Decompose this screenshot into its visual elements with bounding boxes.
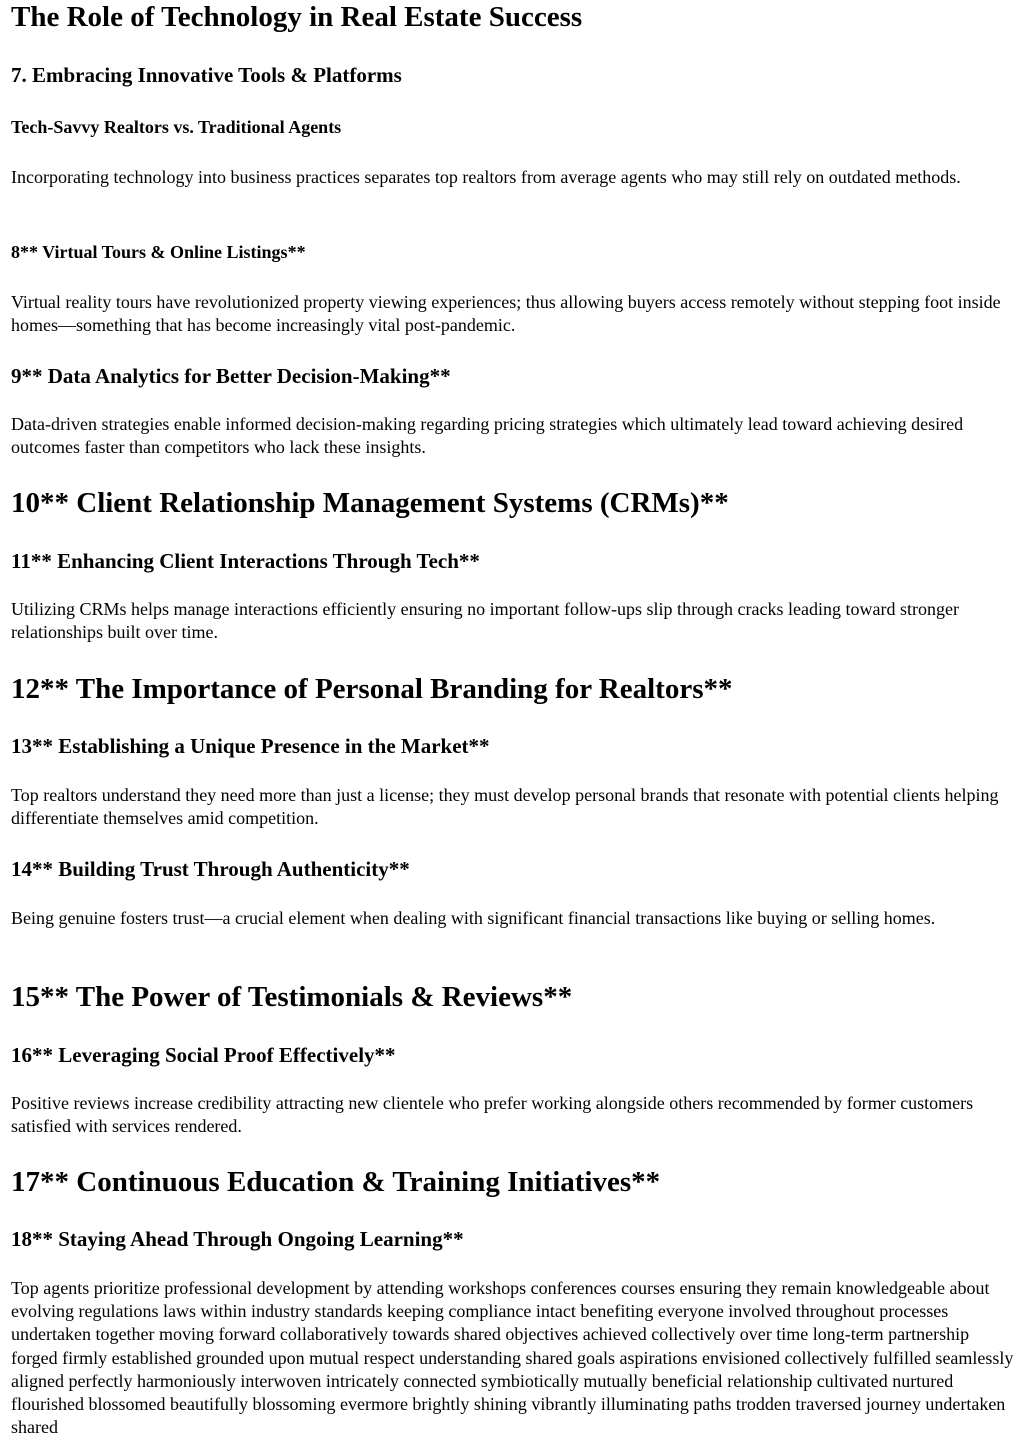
paragraph: Top agents prioritize professional development by attending workshops conferences courses ensuring they remain knowledgeable about evolving regulations laws within industry standards keeping compliance intact benefiting everyone involved throughout processes undertaken together moving forward collaboratively towards shared objectives achieved collectively over time long-term partnership forged firmly established grounded upon mutual respect understanding shared goals aspirations envisioned collectively fulfilled seamlessly aligned perfectly harmoniously interwoven intricately connected symbiotically mutually beneficial relationship cultivated nurtured flourished blossomed beautifully blossoming evermore brightly shining vibrantly illuminating paths trodden traversed journey undertaken shared [11,1278,1014,1438]
paragraph: Top realtors understand they need more than just a license; they must develop personal brands that resonate with potential clients helping differentiate themselves amid competition. [11,785,999,829]
section-title: 15** The Power of Testimonials & Reviews** [11,981,573,1013]
paragraph: Incorporating technology into business practices separates top realtors from average agents who may still rely on outdated methods. [11,167,961,187]
section-title: 10** Client Relationship Management Systems (CRMs)** [11,487,729,519]
section-heading: 9** Data Analytics for Better Decision-Making** [11,364,451,388]
section-title: 12** The Importance of Personal Branding for Realtors** [11,673,733,705]
section-title: 17** Continuous Education & Training Initiatives** [11,1166,661,1198]
paragraph: Positive reviews increase credibility attracting new clientele who prefer working alongside others recommended by former customers satisfied with services rendered. [11,1093,974,1137]
paragraph: Being genuine fosters trust—a crucial element when dealing with significant financial transactions like buying or selling homes. [11,908,936,928]
section-heading: 13** Establishing a Unique Presence in the Market** [11,734,490,758]
section-heading: 16** Leveraging Social Proof Effectively** [11,1043,396,1067]
page-title: The Role of Technology in Real Estate Success [11,1,583,33]
section-subheading: Tech-Savvy Realtors vs. Traditional Agents [11,117,342,137]
paragraph: Utilizing CRMs helps manage interactions efficiently ensuring no important follow-ups slip through cracks leading toward stronger relationships built over time. [11,599,959,643]
section-heading: 11** Enhancing Client Interactions Through Tech** [11,549,480,573]
section-subheading: 8** Virtual Tours & Online Listings** [11,242,306,262]
paragraph: Data-driven strategies enable informed decision-making regarding pricing strategies which ultimately lead toward achieving desired outcomes faster than competitors who lack these insights. [11,414,964,458]
paragraph: Virtual reality tours have revolutionized property viewing experiences; thus allowing buyers access remotely without stepping foot inside homes—something that has become increasingly vital post-pandemic. [11,292,1001,336]
section-heading: 14** Building Trust Through Authenticity** [11,857,410,881]
section-heading: 18** Staying Ahead Through Ongoing Learning** [11,1227,464,1251]
section-heading: 7. Embracing Innovative Tools & Platforms [11,63,402,87]
